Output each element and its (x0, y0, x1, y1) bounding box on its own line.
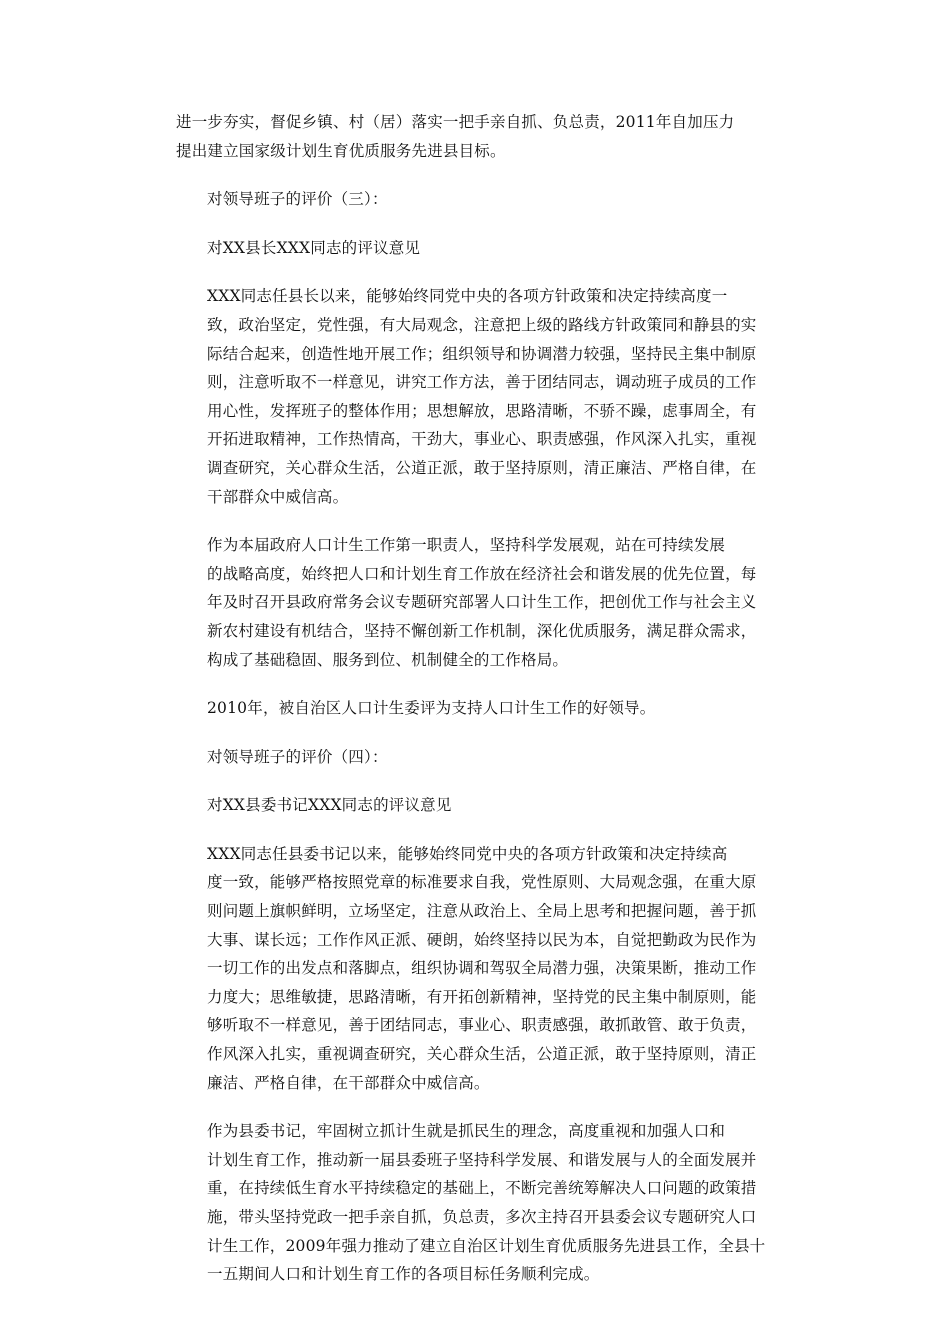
text-line: 则，注意听取不一样意见，讲究工作方法，善于团结同志，调动班子成员的工作 (207, 373, 757, 392)
text-line: 对领导班子的评价（三）： (207, 190, 388, 209)
text-line: 大事、谋长远；工作作风正派、硬朗，始终坚持以民为本，自觉把勤政为民作为 (207, 930, 757, 949)
text-line: 对领导班子的评价（四）： (207, 747, 388, 766)
heading-evaluation-4 (176, 743, 782, 772)
text-line: 的战略高度，始终把人口和计划生育工作放在经济社会和谐发展的优先位置，每 (207, 564, 757, 583)
text-line: 一切工作的出发点和落脚点，组织协调和驾驭全局潜力强，决策果断，推动工作 (207, 959, 757, 978)
text-line: 对XX县长XXX同志的评议意见 (207, 238, 421, 257)
text-line: 则问题上旗帜鲜明，立场坚定，注意从政治上、全局上思考和把握问题，善于抓 (207, 902, 757, 921)
text-line: 干部群众中威信高。 (207, 487, 349, 506)
text-line: 际结合起来，创造性地开展工作；组织领导和协调潜力较强，坚持民主集中制原 (207, 344, 757, 363)
text-line: 对XX县委书记XXX同志的评议意见 (207, 796, 452, 815)
text-line: 度一致，能够严格按照党章的标准要求自我，党性原则、大局观念强，在重大原 (207, 873, 757, 892)
para-party-secretary-1 (176, 840, 782, 1097)
heading-county-head (176, 234, 782, 263)
text-line: XXX同志任县长以来，能够始终同党中央的各项方针政策和决定持续高度一 (207, 287, 728, 306)
para-county-head-1 (176, 282, 782, 511)
text-line: 构成了基础稳固、服务到位、机制健全的工作格局。 (207, 650, 569, 669)
text-line: 调查研究，关心群众生活，公道正派，敢于坚持原则，清正廉洁、严格自律，在 (207, 458, 757, 477)
text-line: 计生工作，2009年强力推动了建立自治区计划生育优质服务先进县工作，全县十 (207, 1236, 766, 1255)
text-line: 廉洁、严格自律，在干部群众中威信高。 (207, 1073, 490, 1092)
para-continuation (176, 108, 782, 165)
para-county-head-2 (176, 531, 782, 674)
text-line: 作风深入扎实，重视调查研究，关心群众生活，公道正派，敢于坚持原则，清正 (207, 1045, 757, 1064)
text-line: 够听取不一样意见，善于团结同志，事业心、职责感强，敢抓敢管、敢于负责， (207, 1016, 757, 1035)
text-line: 进一步夯实，督促乡镇、村（居）落实一把手亲自抓、负总责，2011年自加压力 (176, 113, 735, 131)
text-line: 力度大；思维敏捷，思路清晰，有开拓创新精神，坚持党的民主集中制原则，能 (207, 987, 757, 1006)
text-line: 2010年，被自治区人口计生委评为支持人口计生工作的好领导。 (207, 699, 656, 718)
heading-evaluation-3 (176, 185, 782, 214)
text-line: 一五期间人口和计划生育工作的各项目标任务顺利完成。 (207, 1265, 600, 1284)
text-line: 作为本届政府人口计生工作第一职责人，坚持科学发展观，站在可持续发展 (207, 536, 726, 555)
para-party-secretary-2 (176, 1117, 782, 1289)
text-line: 开拓进取精神，工作热情高，干劲大，事业心、职责感强，作风深入扎实，重视 (207, 430, 757, 449)
text-line: 提出建立国家级计划生育优质服务先进县目标。 (176, 141, 506, 160)
text-line: 计划生育工作，推动新一届县委班子坚持科学发展、和谐发展与人的全面发展并 (207, 1150, 757, 1169)
para-county-head-3 (176, 694, 782, 723)
text-line: 用心性，发挥班子的整体作用；思想解放，思路清晰，不骄不躁，虑事周全，有 (207, 401, 757, 420)
text-line: 致，政治坚定，党性强，有大局观念，注意把上级的路线方针政策同和静县的实 (207, 315, 757, 334)
text-line: 新农村建设有机结合，坚持不懈创新工作机制，深化优质服务，满足群众需求， (207, 621, 757, 640)
text-line: XXX同志任县委书记以来，能够始终同党中央的各项方针政策和决定持续高 (207, 844, 728, 863)
document-body (176, 108, 782, 1309)
text-line: 重，在持续低生育水平持续稳定的基础上，不断完善统筹解决人口问题的政策措 (207, 1179, 757, 1198)
text-line: 作为县委书记，牢固树立抓计生就是抓民生的理念，高度重视和加强人口和 (207, 1122, 726, 1141)
text-line: 施，带头坚持党政一把手亲自抓，负总责，多次主持召开县委会议专题研究人口 (207, 1208, 757, 1226)
text-line: 年及时召开县政府常务会议专题研究部署人口计生工作，把创优工作与社会主义 (207, 593, 757, 612)
heading-party-secretary (176, 791, 782, 820)
